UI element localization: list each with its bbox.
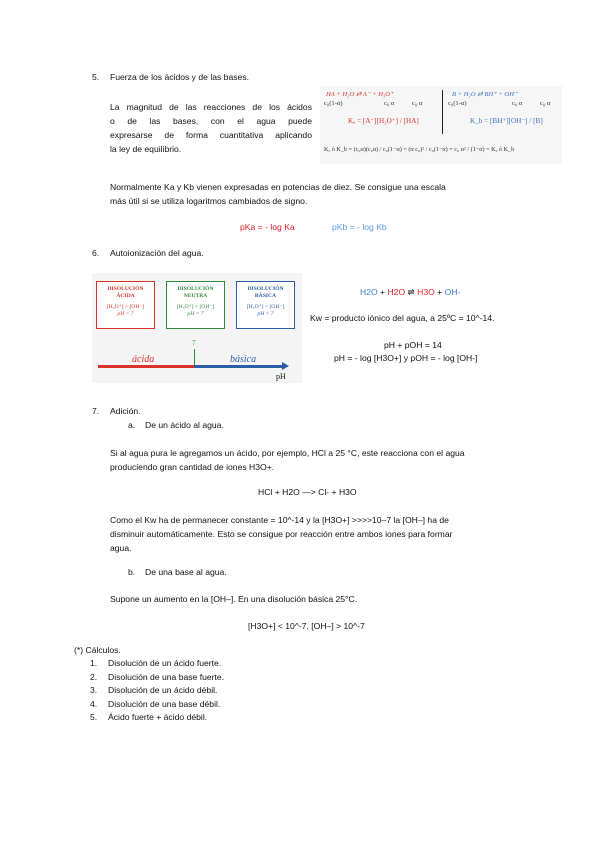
box-ph: pH = 7 — [187, 311, 204, 317]
section-7-number: 7. — [92, 406, 100, 416]
kw-definition: Kw = producto iónico del agua, a 25ºC = 10^-14. — [310, 313, 495, 323]
subitem-b-title: De una base al agua. — [145, 567, 227, 577]
kw-constant-text — [110, 513, 502, 555]
eq-hydronium: H3O — [417, 287, 435, 297]
box-title: DISOLUCIÓN — [247, 286, 284, 292]
eq-plus: + — [377, 287, 388, 297]
list-number: 4. — [90, 698, 98, 709]
neutral-solution-box — [166, 281, 225, 329]
list-text: Ácido fuerte + ácido débil. — [108, 712, 208, 723]
box-condition: [H₃O⁺] = [OH⁻] — [176, 304, 215, 310]
list-text: Disolución de un ácido fuerte. — [108, 658, 222, 668]
eq-plus: + — [434, 287, 445, 297]
section-6-title: Autoionización del agua. — [110, 248, 204, 258]
neutral-marker — [194, 349, 195, 365]
text-line: agua. — [110, 543, 132, 553]
ph-poh-sum: pH + pOH = 14 — [384, 340, 442, 350]
neutral-seven-label: 7 — [192, 339, 196, 347]
base-label: básica — [230, 354, 257, 365]
ph-axis-label: pH — [276, 372, 286, 381]
list-number: 2. — [90, 671, 98, 682]
box-subtitle: ÁCIDA — [116, 293, 135, 299]
section-5-number: 5. — [92, 72, 100, 82]
kb-expression: K_b = [BH⁺][OH⁻] / [B] — [470, 117, 543, 125]
ph-poh-definition: pH = - log [H3O+] y pOH = - log [OH-] — [334, 353, 478, 363]
list-item — [90, 699, 224, 713]
base-conc-1: c₀(1-α) — [448, 100, 467, 107]
hcl-reaction: HCl + H2O —> Cl- + H3O — [258, 487, 357, 497]
base-conc-3: c₀ α — [540, 100, 551, 107]
base-conc-2: c₀ α — [512, 100, 523, 107]
arrow-right-icon — [282, 362, 289, 370]
basic-concentration-condition: [H3O+] < 10^-7. [OH–] > 10^-7 — [248, 621, 365, 631]
basic-solution-box — [236, 281, 295, 329]
list-text: Disolución de un ácido débil. — [108, 685, 218, 696]
section-5-title: Fuerza de los ácidos y de las bases. — [110, 72, 250, 82]
section-5-intro — [110, 100, 312, 156]
intro-line: la ley de equilibrio. — [110, 144, 182, 154]
intro-line: o de las bases, con el agua puede — [110, 116, 312, 126]
text-line: disminuir automáticamente. Esto se consigue por reacción entre ambos iones para formar — [110, 529, 453, 539]
text-line: Como el Kw ha de permanecer constante = 10^-14 y la [H3O+] >>>>10–7 la [OH–] ha de — [110, 515, 449, 525]
box-ph: pH > 7 — [257, 311, 274, 317]
list-number: 1. — [90, 658, 98, 668]
eq-hydroxide: OH- — [444, 287, 461, 297]
note-line: Normalmente Ka y Kb vienen expresadas en potencias de diez. Se consigue una escala — [110, 182, 446, 192]
calculos-list — [90, 658, 224, 726]
list-item — [90, 658, 224, 672]
eq-arrow: ⇌ — [405, 287, 418, 297]
note-line: más útil si se utiliza logaritmos cambiados de signo. — [110, 196, 308, 206]
subitem-a-title: De un ácido al agua. — [145, 420, 224, 430]
acid-solution-box — [96, 281, 155, 329]
base-addition-text: Supone un aumento en la [OH–]. En una disolución básica 25°C. — [110, 594, 358, 604]
ph-scale-diagram — [92, 273, 302, 383]
list-text: Disolución de una base fuerte. — [108, 671, 225, 682]
equilibrium-equations-image — [320, 86, 562, 164]
intro-line: expresarse de forma cuantitativa aplicando — [110, 130, 312, 140]
box-title: DISOLUCIÓN — [107, 286, 144, 292]
section-6-number: 6. — [92, 248, 100, 258]
acid-conc-3: c₀ α — [412, 100, 423, 107]
list-number: 5. — [90, 712, 98, 723]
list-text: Disolución de una base débil. — [108, 698, 221, 709]
pka-definition: pKa = - log Ka — [240, 222, 295, 232]
box-condition: [H₃O⁺] > [OH⁻] — [106, 304, 145, 310]
list-item — [90, 712, 224, 726]
text-line: produciendo gran cantidad de iones H3O+. — [110, 462, 275, 472]
calculos-heading: (*) Cálculos. — [74, 645, 121, 655]
acid-addition-text — [110, 446, 502, 474]
subitem-b-label: b. — [128, 567, 136, 577]
eq-water-1: H2O — [360, 287, 378, 297]
box-ph: pH < 7 — [117, 311, 134, 317]
base-range-line — [194, 365, 284, 368]
acid-conc-2: c₀ α — [384, 100, 395, 107]
divider — [442, 90, 443, 134]
list-item — [90, 685, 224, 699]
acid-label: ácida — [132, 354, 155, 365]
water-autoionization-equation — [360, 287, 460, 298]
box-title: DISOLUCIÓN — [177, 286, 214, 292]
list-item — [90, 672, 224, 686]
intro-line: La magnitud de las reacciones de los ácidos — [110, 102, 312, 112]
subitem-a-label: a. — [128, 420, 136, 430]
box-condition: [H₃O⁺] < [OH⁻] — [246, 304, 285, 310]
acid-reaction: HA + H₂O ⇄ A⁻ + H₃O⁺ — [326, 91, 394, 98]
section-5-note — [110, 180, 500, 208]
ka-kb-alpha-expression: Kₐ ó K_b = (c₀α)(c₀α) / c₀(1−α) = (α c₀)² / c₀(1−α) = c₀ α² / (1−α) = Kₐ ó K_b — [324, 146, 515, 153]
ka-expression: Kₐ = [A⁻][H₃O⁺] / [HA] — [348, 117, 419, 125]
base-reaction: B + H₂O ⇄ BH⁺ + OH⁻ — [452, 91, 518, 98]
pkb-definition: pKb = - log Kb — [332, 222, 387, 232]
text-line: Si al agua pura le agregamos un ácido, por ejemplo, HCl a 25 °C, este reacciona con el agua — [110, 448, 465, 458]
acid-conc-1: c₀(1-α) — [324, 100, 343, 107]
box-subtitle: BÁSICA — [254, 293, 277, 299]
eq-water-2: H2O — [387, 287, 406, 297]
acid-range-line — [98, 365, 194, 368]
box-subtitle: NEUTRA — [183, 293, 208, 299]
section-7-title: Adición. — [110, 406, 141, 416]
list-number: 3. — [90, 685, 98, 696]
